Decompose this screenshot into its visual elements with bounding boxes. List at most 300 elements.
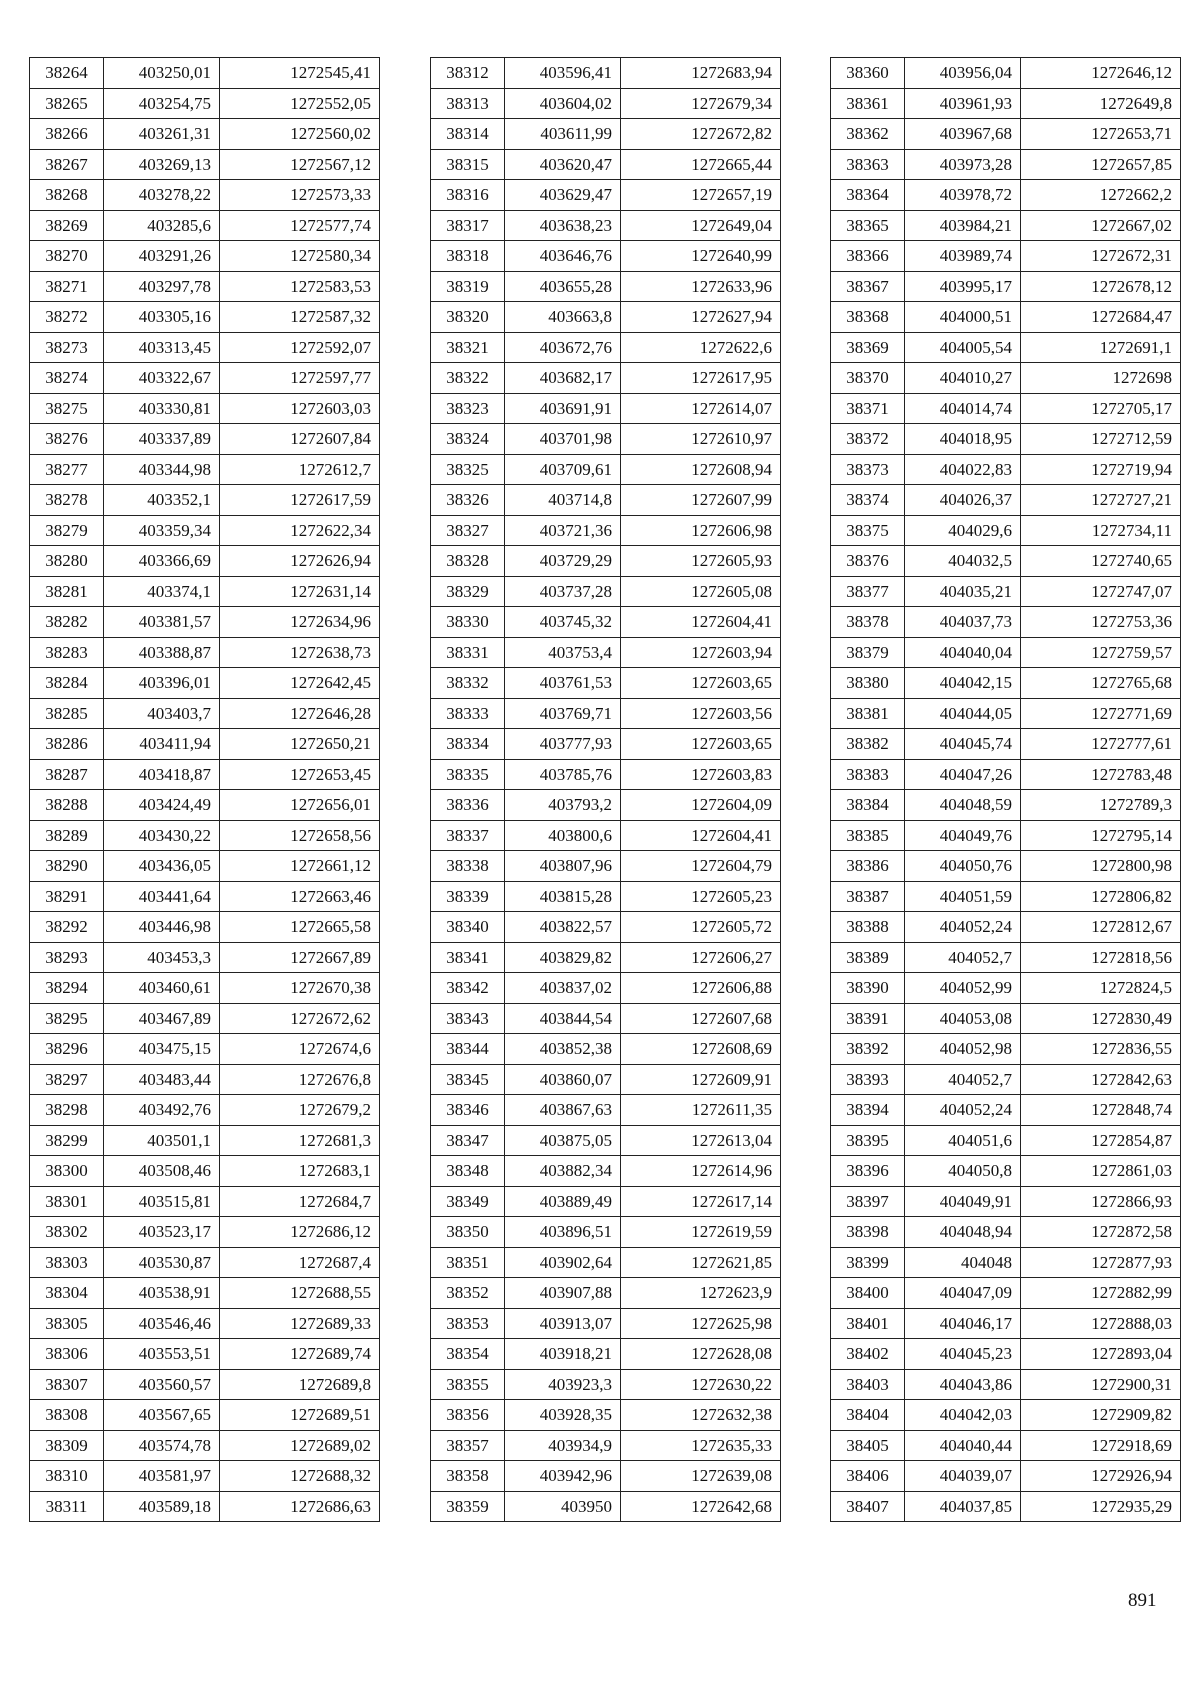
table-row bbox=[30, 912, 380, 943]
table-row bbox=[30, 58, 380, 89]
point-id-cell: 38295 bbox=[30, 1003, 104, 1034]
point-id-cell: 38376 bbox=[831, 546, 905, 577]
point-id-cell: 38291 bbox=[30, 881, 104, 912]
point-id-cell: 38328 bbox=[431, 546, 505, 577]
x-coordinate-cell: 404052,7 bbox=[905, 1064, 1021, 1095]
x-coordinate-cell: 403418,87 bbox=[104, 759, 220, 790]
x-coordinate-cell: 404048,59 bbox=[905, 790, 1021, 821]
table-row bbox=[30, 1064, 380, 1095]
y-coordinate-cell: 1272712,59 bbox=[1021, 424, 1181, 455]
point-id-cell: 38393 bbox=[831, 1064, 905, 1095]
y-coordinate-cell: 1272691,1 bbox=[1021, 332, 1181, 363]
table-row bbox=[431, 851, 781, 882]
x-coordinate-cell: 404039,07 bbox=[905, 1461, 1021, 1492]
point-id-cell: 38322 bbox=[431, 363, 505, 394]
table-row bbox=[831, 241, 1181, 272]
point-id-cell: 38340 bbox=[431, 912, 505, 943]
table-row bbox=[431, 1125, 781, 1156]
y-coordinate-cell: 1272567,12 bbox=[220, 149, 380, 180]
point-id-cell: 38355 bbox=[431, 1369, 505, 1400]
point-id-cell: 38397 bbox=[831, 1186, 905, 1217]
table-row bbox=[431, 88, 781, 119]
point-id-cell: 38396 bbox=[831, 1156, 905, 1187]
x-coordinate-cell: 403737,28 bbox=[505, 576, 621, 607]
point-id-cell: 38336 bbox=[431, 790, 505, 821]
point-id-cell: 38321 bbox=[431, 332, 505, 363]
x-coordinate-cell: 403436,05 bbox=[104, 851, 220, 882]
x-coordinate-cell: 403508,46 bbox=[104, 1156, 220, 1187]
point-id-cell: 38361 bbox=[831, 88, 905, 119]
point-id-cell: 38278 bbox=[30, 485, 104, 516]
coordinate-table-1 bbox=[29, 57, 380, 1522]
table-row bbox=[30, 271, 380, 302]
point-id-cell: 38330 bbox=[431, 607, 505, 638]
table-row bbox=[30, 485, 380, 516]
point-id-cell: 38288 bbox=[30, 790, 104, 821]
y-coordinate-cell: 1272619,59 bbox=[621, 1217, 781, 1248]
table-row bbox=[831, 1369, 1181, 1400]
y-coordinate-cell: 1272653,45 bbox=[220, 759, 380, 790]
table-row bbox=[30, 607, 380, 638]
table-row bbox=[431, 58, 781, 89]
y-coordinate-cell: 1272734,11 bbox=[1021, 515, 1181, 546]
table-row bbox=[30, 1308, 380, 1339]
x-coordinate-cell: 403769,71 bbox=[505, 698, 621, 729]
table-row bbox=[30, 576, 380, 607]
point-id-cell: 38395 bbox=[831, 1125, 905, 1156]
point-id-cell: 38316 bbox=[431, 180, 505, 211]
point-id-cell: 38378 bbox=[831, 607, 905, 638]
y-coordinate-cell: 1272583,53 bbox=[220, 271, 380, 302]
table-row bbox=[831, 1400, 1181, 1431]
table-row bbox=[30, 1003, 380, 1034]
y-coordinate-cell: 1272789,3 bbox=[1021, 790, 1181, 821]
table-row bbox=[431, 912, 781, 943]
point-id-cell: 38375 bbox=[831, 515, 905, 546]
y-coordinate-cell: 1272759,57 bbox=[1021, 637, 1181, 668]
table-row bbox=[30, 1247, 380, 1278]
point-id-cell: 38374 bbox=[831, 485, 905, 516]
table-row bbox=[431, 607, 781, 638]
table-row bbox=[431, 363, 781, 394]
y-coordinate-cell: 1272605,72 bbox=[621, 912, 781, 943]
table-row bbox=[431, 729, 781, 760]
y-coordinate-cell: 1272686,12 bbox=[220, 1217, 380, 1248]
x-coordinate-cell: 403761,53 bbox=[505, 668, 621, 699]
x-coordinate-cell: 404048 bbox=[905, 1247, 1021, 1278]
table-row bbox=[831, 424, 1181, 455]
table-row bbox=[431, 485, 781, 516]
x-coordinate-cell: 404010,27 bbox=[905, 363, 1021, 394]
table-row bbox=[30, 454, 380, 485]
point-id-cell: 38341 bbox=[431, 942, 505, 973]
point-id-cell: 38357 bbox=[431, 1430, 505, 1461]
table-row bbox=[431, 454, 781, 485]
y-coordinate-cell: 1272605,08 bbox=[621, 576, 781, 607]
x-coordinate-cell: 404051,59 bbox=[905, 881, 1021, 912]
x-coordinate-cell: 403285,6 bbox=[104, 210, 220, 241]
y-coordinate-cell: 1272606,98 bbox=[621, 515, 781, 546]
x-coordinate-cell: 404048,94 bbox=[905, 1217, 1021, 1248]
table-row bbox=[431, 393, 781, 424]
point-id-cell: 38283 bbox=[30, 637, 104, 668]
y-coordinate-cell: 1272560,02 bbox=[220, 119, 380, 150]
x-coordinate-cell: 404042,15 bbox=[905, 668, 1021, 699]
x-coordinate-cell: 404032,5 bbox=[905, 546, 1021, 577]
point-id-cell: 38297 bbox=[30, 1064, 104, 1095]
table-row bbox=[431, 180, 781, 211]
y-coordinate-cell: 1272603,65 bbox=[621, 729, 781, 760]
point-id-cell: 38384 bbox=[831, 790, 905, 821]
point-id-cell: 38348 bbox=[431, 1156, 505, 1187]
point-id-cell: 38354 bbox=[431, 1339, 505, 1370]
x-coordinate-cell: 403907,88 bbox=[505, 1278, 621, 1309]
y-coordinate-cell: 1272614,96 bbox=[621, 1156, 781, 1187]
y-coordinate-cell: 1272630,22 bbox=[621, 1369, 781, 1400]
x-coordinate-cell: 403753,4 bbox=[505, 637, 621, 668]
y-coordinate-cell: 1272777,61 bbox=[1021, 729, 1181, 760]
x-coordinate-cell: 403691,91 bbox=[505, 393, 621, 424]
point-id-cell: 38294 bbox=[30, 973, 104, 1004]
x-coordinate-cell: 403961,93 bbox=[905, 88, 1021, 119]
table-row bbox=[30, 698, 380, 729]
x-coordinate-cell: 403269,13 bbox=[104, 149, 220, 180]
coordinate-table-2 bbox=[430, 57, 781, 1522]
y-coordinate-cell: 1272681,3 bbox=[220, 1125, 380, 1156]
table-row bbox=[30, 1125, 380, 1156]
point-id-cell: 38402 bbox=[831, 1339, 905, 1370]
table-row bbox=[30, 1400, 380, 1431]
x-coordinate-cell: 404018,95 bbox=[905, 424, 1021, 455]
point-id-cell: 38273 bbox=[30, 332, 104, 363]
x-coordinate-cell: 404045,74 bbox=[905, 729, 1021, 760]
table-row bbox=[831, 119, 1181, 150]
y-coordinate-cell: 1272665,44 bbox=[621, 149, 781, 180]
point-id-cell: 38264 bbox=[30, 58, 104, 89]
point-id-cell: 38312 bbox=[431, 58, 505, 89]
y-coordinate-cell: 1272603,94 bbox=[621, 637, 781, 668]
table-row bbox=[30, 393, 380, 424]
x-coordinate-cell: 403403,7 bbox=[104, 698, 220, 729]
x-coordinate-cell: 403611,99 bbox=[505, 119, 621, 150]
y-coordinate-cell: 1272580,34 bbox=[220, 241, 380, 272]
x-coordinate-cell: 404044,05 bbox=[905, 698, 1021, 729]
x-coordinate-cell: 403950 bbox=[505, 1491, 621, 1522]
table-row bbox=[431, 1491, 781, 1522]
point-id-cell: 38383 bbox=[831, 759, 905, 790]
point-id-cell: 38315 bbox=[431, 149, 505, 180]
point-id-cell: 38276 bbox=[30, 424, 104, 455]
point-id-cell: 38329 bbox=[431, 576, 505, 607]
x-coordinate-cell: 403381,57 bbox=[104, 607, 220, 638]
x-coordinate-cell: 403424,49 bbox=[104, 790, 220, 821]
y-coordinate-cell: 1272877,93 bbox=[1021, 1247, 1181, 1278]
y-coordinate-cell: 1272686,63 bbox=[220, 1491, 380, 1522]
x-coordinate-cell: 404005,54 bbox=[905, 332, 1021, 363]
x-coordinate-cell: 403344,98 bbox=[104, 454, 220, 485]
y-coordinate-cell: 1272603,03 bbox=[220, 393, 380, 424]
y-coordinate-cell: 1272672,82 bbox=[621, 119, 781, 150]
x-coordinate-cell: 404037,73 bbox=[905, 607, 1021, 638]
y-coordinate-cell: 1272672,31 bbox=[1021, 241, 1181, 272]
y-coordinate-cell: 1272626,94 bbox=[220, 546, 380, 577]
table-row bbox=[30, 1186, 380, 1217]
x-coordinate-cell: 403546,46 bbox=[104, 1308, 220, 1339]
point-id-cell: 38266 bbox=[30, 119, 104, 150]
point-id-cell: 38290 bbox=[30, 851, 104, 882]
table-row bbox=[30, 424, 380, 455]
point-id-cell: 38326 bbox=[431, 485, 505, 516]
point-id-cell: 38280 bbox=[30, 546, 104, 577]
y-coordinate-cell: 1272612,7 bbox=[220, 454, 380, 485]
y-coordinate-cell: 1272684,7 bbox=[220, 1186, 380, 1217]
table-row bbox=[831, 302, 1181, 333]
table-row bbox=[831, 393, 1181, 424]
x-coordinate-cell: 403305,16 bbox=[104, 302, 220, 333]
x-coordinate-cell: 403973,28 bbox=[905, 149, 1021, 180]
table-row bbox=[431, 119, 781, 150]
y-coordinate-cell: 1272918,69 bbox=[1021, 1430, 1181, 1461]
y-coordinate-cell: 1272642,45 bbox=[220, 668, 380, 699]
table-row bbox=[431, 546, 781, 577]
y-coordinate-cell: 1272689,8 bbox=[220, 1369, 380, 1400]
table-row bbox=[831, 1217, 1181, 1248]
x-coordinate-cell: 403374,1 bbox=[104, 576, 220, 607]
y-coordinate-cell: 1272613,04 bbox=[621, 1125, 781, 1156]
x-coordinate-cell: 403934,9 bbox=[505, 1430, 621, 1461]
table-row bbox=[831, 1461, 1181, 1492]
y-coordinate-cell: 1272866,93 bbox=[1021, 1186, 1181, 1217]
point-id-cell: 38372 bbox=[831, 424, 905, 455]
table-row bbox=[30, 1430, 380, 1461]
table-row bbox=[431, 790, 781, 821]
x-coordinate-cell: 404035,21 bbox=[905, 576, 1021, 607]
y-coordinate-cell: 1272587,32 bbox=[220, 302, 380, 333]
point-id-cell: 38314 bbox=[431, 119, 505, 150]
x-coordinate-cell: 403254,75 bbox=[104, 88, 220, 119]
point-id-cell: 38350 bbox=[431, 1217, 505, 1248]
point-id-cell: 38363 bbox=[831, 149, 905, 180]
point-id-cell: 38388 bbox=[831, 912, 905, 943]
table-row bbox=[431, 1369, 781, 1400]
y-coordinate-cell: 1272893,04 bbox=[1021, 1339, 1181, 1370]
y-coordinate-cell: 1272698 bbox=[1021, 363, 1181, 394]
x-coordinate-cell: 403261,31 bbox=[104, 119, 220, 150]
point-id-cell: 38286 bbox=[30, 729, 104, 760]
y-coordinate-cell: 1272545,41 bbox=[220, 58, 380, 89]
point-id-cell: 38337 bbox=[431, 820, 505, 851]
point-id-cell: 38306 bbox=[30, 1339, 104, 1370]
table-row bbox=[831, 149, 1181, 180]
table-row bbox=[431, 942, 781, 973]
y-coordinate-cell: 1272836,55 bbox=[1021, 1034, 1181, 1065]
point-id-cell: 38267 bbox=[30, 149, 104, 180]
y-coordinate-cell: 1272674,6 bbox=[220, 1034, 380, 1065]
x-coordinate-cell: 403785,76 bbox=[505, 759, 621, 790]
y-coordinate-cell: 1272882,99 bbox=[1021, 1278, 1181, 1309]
x-coordinate-cell: 404045,23 bbox=[905, 1339, 1021, 1370]
table-row bbox=[831, 1339, 1181, 1370]
table-row bbox=[831, 942, 1181, 973]
y-coordinate-cell: 1272806,82 bbox=[1021, 881, 1181, 912]
point-id-cell: 38366 bbox=[831, 241, 905, 272]
point-id-cell: 38400 bbox=[831, 1278, 905, 1309]
y-coordinate-cell: 1272621,85 bbox=[621, 1247, 781, 1278]
y-coordinate-cell: 1272689,02 bbox=[220, 1430, 380, 1461]
table-row bbox=[831, 576, 1181, 607]
x-coordinate-cell: 403515,81 bbox=[104, 1186, 220, 1217]
y-coordinate-cell: 1272603,56 bbox=[621, 698, 781, 729]
point-id-cell: 38352 bbox=[431, 1278, 505, 1309]
x-coordinate-cell: 403978,72 bbox=[905, 180, 1021, 211]
x-coordinate-cell: 403589,18 bbox=[104, 1491, 220, 1522]
y-coordinate-cell: 1272771,69 bbox=[1021, 698, 1181, 729]
x-coordinate-cell: 403441,64 bbox=[104, 881, 220, 912]
point-id-cell: 38401 bbox=[831, 1308, 905, 1339]
y-coordinate-cell: 1272678,12 bbox=[1021, 271, 1181, 302]
y-coordinate-cell: 1272604,79 bbox=[621, 851, 781, 882]
table-row bbox=[831, 912, 1181, 943]
point-id-cell: 38281 bbox=[30, 576, 104, 607]
table-row bbox=[30, 881, 380, 912]
table-row bbox=[831, 332, 1181, 363]
y-coordinate-cell: 1272606,27 bbox=[621, 942, 781, 973]
y-coordinate-cell: 1272683,94 bbox=[621, 58, 781, 89]
x-coordinate-cell: 403530,87 bbox=[104, 1247, 220, 1278]
x-coordinate-cell: 403896,51 bbox=[505, 1217, 621, 1248]
y-coordinate-cell: 1272611,35 bbox=[621, 1095, 781, 1126]
table-row bbox=[831, 1430, 1181, 1461]
y-coordinate-cell: 1272649,04 bbox=[621, 210, 781, 241]
table-row bbox=[431, 241, 781, 272]
table-row bbox=[30, 1278, 380, 1309]
table-row bbox=[831, 1034, 1181, 1065]
table-row bbox=[30, 851, 380, 882]
table-row bbox=[431, 1034, 781, 1065]
point-id-cell: 38344 bbox=[431, 1034, 505, 1065]
x-coordinate-cell: 403411,94 bbox=[104, 729, 220, 760]
x-coordinate-cell: 403538,91 bbox=[104, 1278, 220, 1309]
table-row bbox=[831, 973, 1181, 1004]
table-row bbox=[30, 790, 380, 821]
y-coordinate-cell: 1272646,28 bbox=[220, 698, 380, 729]
table-row bbox=[431, 759, 781, 790]
x-coordinate-cell: 403829,82 bbox=[505, 942, 621, 973]
table-row bbox=[831, 1003, 1181, 1034]
table-row bbox=[431, 881, 781, 912]
x-coordinate-cell: 403867,63 bbox=[505, 1095, 621, 1126]
y-coordinate-cell: 1272684,47 bbox=[1021, 302, 1181, 333]
table-row bbox=[431, 637, 781, 668]
point-id-cell: 38277 bbox=[30, 454, 104, 485]
x-coordinate-cell: 404050,8 bbox=[905, 1156, 1021, 1187]
table-row bbox=[431, 820, 781, 851]
table-row bbox=[431, 1308, 781, 1339]
x-coordinate-cell: 403388,87 bbox=[104, 637, 220, 668]
x-coordinate-cell: 403467,89 bbox=[104, 1003, 220, 1034]
x-coordinate-cell: 403928,35 bbox=[505, 1400, 621, 1431]
table-row bbox=[30, 1491, 380, 1522]
y-coordinate-cell: 1272640,99 bbox=[621, 241, 781, 272]
x-coordinate-cell: 403701,98 bbox=[505, 424, 621, 455]
table-row bbox=[831, 485, 1181, 516]
x-coordinate-cell: 403396,01 bbox=[104, 668, 220, 699]
point-id-cell: 38333 bbox=[431, 698, 505, 729]
table-row bbox=[30, 241, 380, 272]
point-id-cell: 38298 bbox=[30, 1095, 104, 1126]
y-coordinate-cell: 1272642,68 bbox=[621, 1491, 781, 1522]
point-id-cell: 38279 bbox=[30, 515, 104, 546]
y-coordinate-cell: 1272603,65 bbox=[621, 668, 781, 699]
y-coordinate-cell: 1272657,19 bbox=[621, 180, 781, 211]
x-coordinate-cell: 404050,76 bbox=[905, 851, 1021, 882]
point-id-cell: 38367 bbox=[831, 271, 905, 302]
point-id-cell: 38268 bbox=[30, 180, 104, 211]
y-coordinate-cell: 1272848,74 bbox=[1021, 1095, 1181, 1126]
x-coordinate-cell: 403620,47 bbox=[505, 149, 621, 180]
table-row bbox=[30, 1034, 380, 1065]
y-coordinate-cell: 1272689,74 bbox=[220, 1339, 380, 1370]
table-row bbox=[30, 1095, 380, 1126]
y-coordinate-cell: 1272609,91 bbox=[621, 1064, 781, 1095]
y-coordinate-cell: 1272617,95 bbox=[621, 363, 781, 394]
table-row bbox=[831, 1064, 1181, 1095]
x-coordinate-cell: 404026,37 bbox=[905, 485, 1021, 516]
y-coordinate-cell: 1272824,5 bbox=[1021, 973, 1181, 1004]
x-coordinate-cell: 403860,07 bbox=[505, 1064, 621, 1095]
point-id-cell: 38364 bbox=[831, 180, 905, 211]
point-id-cell: 38380 bbox=[831, 668, 905, 699]
point-id-cell: 38377 bbox=[831, 576, 905, 607]
point-id-cell: 38339 bbox=[431, 881, 505, 912]
point-id-cell: 38338 bbox=[431, 851, 505, 882]
table-row bbox=[831, 1186, 1181, 1217]
point-id-cell: 38296 bbox=[30, 1034, 104, 1065]
point-id-cell: 38398 bbox=[831, 1217, 905, 1248]
table-row bbox=[431, 668, 781, 699]
point-id-cell: 38391 bbox=[831, 1003, 905, 1034]
x-coordinate-cell: 403291,26 bbox=[104, 241, 220, 272]
point-id-cell: 38346 bbox=[431, 1095, 505, 1126]
x-coordinate-cell: 403889,49 bbox=[505, 1186, 621, 1217]
point-id-cell: 38289 bbox=[30, 820, 104, 851]
table-row bbox=[831, 180, 1181, 211]
x-coordinate-cell: 403745,32 bbox=[505, 607, 621, 638]
point-id-cell: 38265 bbox=[30, 88, 104, 119]
table-row bbox=[831, 851, 1181, 882]
x-coordinate-cell: 403875,05 bbox=[505, 1125, 621, 1156]
x-coordinate-cell: 403923,3 bbox=[505, 1369, 621, 1400]
table-row bbox=[831, 1156, 1181, 1187]
y-coordinate-cell: 1272592,07 bbox=[220, 332, 380, 363]
y-coordinate-cell: 1272605,23 bbox=[621, 881, 781, 912]
point-id-cell: 38389 bbox=[831, 942, 905, 973]
x-coordinate-cell: 403297,78 bbox=[104, 271, 220, 302]
x-coordinate-cell: 403852,38 bbox=[505, 1034, 621, 1065]
x-coordinate-cell: 404014,74 bbox=[905, 393, 1021, 424]
table-row bbox=[431, 515, 781, 546]
y-coordinate-cell: 1272888,03 bbox=[1021, 1308, 1181, 1339]
point-id-cell: 38320 bbox=[431, 302, 505, 333]
y-coordinate-cell: 1272719,94 bbox=[1021, 454, 1181, 485]
table-row bbox=[30, 149, 380, 180]
point-id-cell: 38353 bbox=[431, 1308, 505, 1339]
x-coordinate-cell: 403560,57 bbox=[104, 1369, 220, 1400]
point-id-cell: 38368 bbox=[831, 302, 905, 333]
x-coordinate-cell: 403672,76 bbox=[505, 332, 621, 363]
x-coordinate-cell: 404051,6 bbox=[905, 1125, 1021, 1156]
x-coordinate-cell: 404049,76 bbox=[905, 820, 1021, 851]
